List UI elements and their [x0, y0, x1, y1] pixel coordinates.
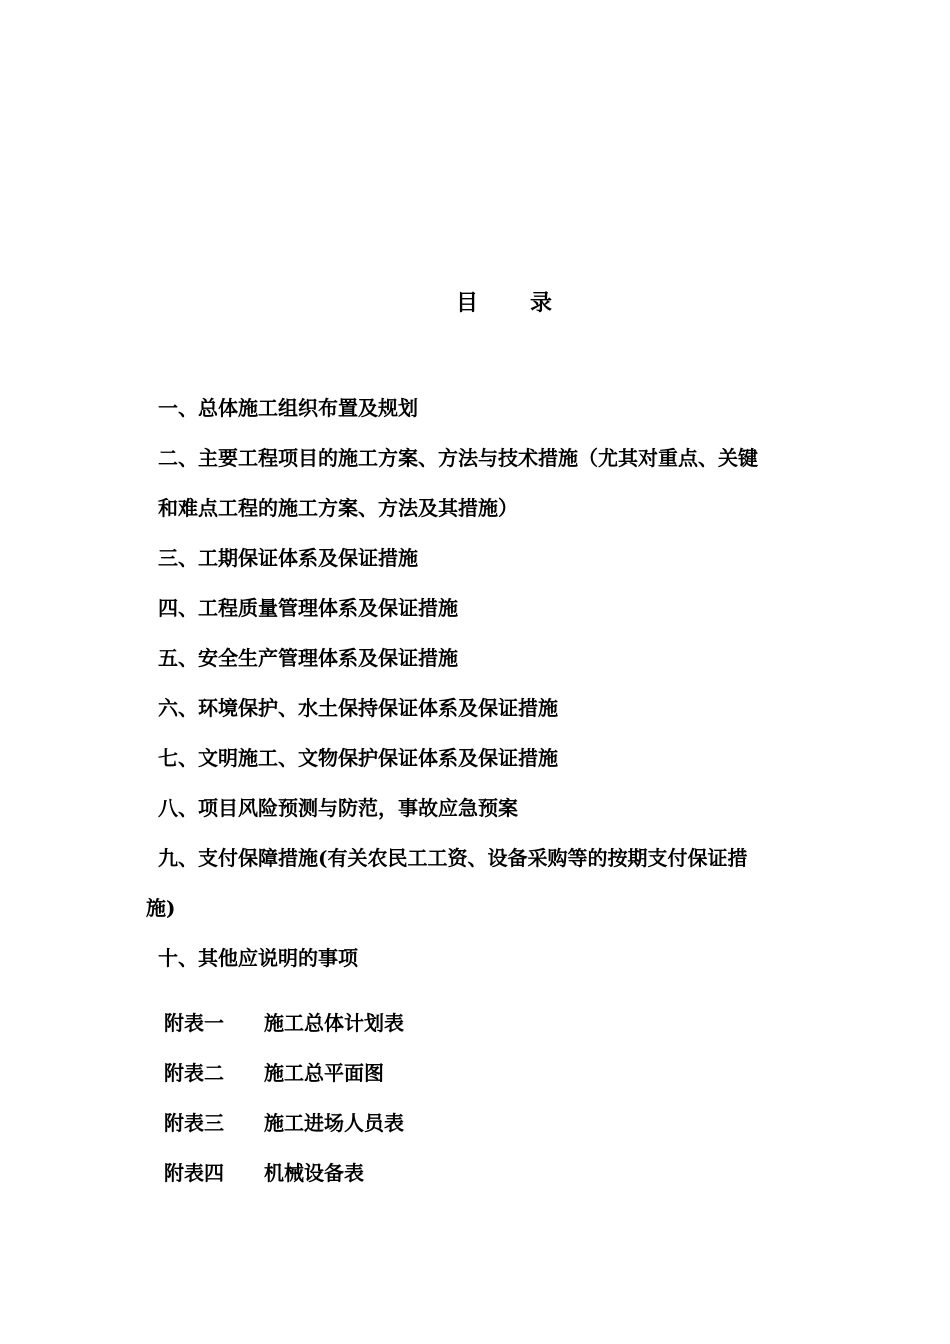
- title-char-left: 目: [455, 290, 480, 316]
- annex-item-1: [164, 998, 404, 1048]
- toc-item-8: 八、项目风险预测与防范，事故应急预案: [158, 796, 518, 820]
- annex-label: 附表四: [164, 1161, 224, 1185]
- toc-item-1: 一、总体施工组织布置及规划: [158, 396, 418, 420]
- annex-title: 施工总平面图: [264, 1061, 384, 1085]
- toc-item-9-line-2: 施): [146, 896, 176, 920]
- toc-item-10: 十、其他应说明的事项: [158, 946, 358, 970]
- annex-title: 施工总体计划表: [264, 1011, 404, 1035]
- toc-item-2: [158, 433, 848, 533]
- annex-title: 施工进场人员表: [264, 1111, 404, 1135]
- annex-list: [164, 998, 404, 1198]
- table-of-contents: [146, 383, 848, 983]
- toc-item-7: 七、文明施工、文物保护保证体系及保证措施: [158, 746, 558, 770]
- annex-label: 附表二: [164, 1061, 224, 1085]
- page-title: [0, 286, 950, 317]
- annex-label: 附表一: [164, 1011, 224, 1035]
- title-char-right: 录: [530, 290, 555, 316]
- toc-item-2-line-2: 和难点工程的施工方案、方法及其措施）: [158, 496, 518, 520]
- annex-item-2: [164, 1048, 404, 1098]
- toc-item-4: 四、工程质量管理体系及保证措施: [158, 596, 458, 620]
- annex-item-3: [164, 1098, 404, 1148]
- annex-item-4: [164, 1148, 404, 1198]
- toc-item-2-line-1: 二、主要工程项目的施工方案、方法与技术措施（尤其对重点、关键: [158, 446, 758, 470]
- toc-item-9-line-1: 九、支付保障措施(有关农民工工资、设备采购等的按期支付保证措: [158, 846, 748, 870]
- toc-item-3: 三、工期保证体系及保证措施: [158, 546, 418, 570]
- annex-label: 附表三: [164, 1111, 224, 1135]
- toc-item-9: [146, 833, 848, 933]
- annex-title: 机械设备表: [264, 1161, 364, 1185]
- toc-item-6: 六、环境保护、水土保持保证体系及保证措施: [158, 696, 558, 720]
- toc-item-5: 五、安全生产管理体系及保证措施: [158, 646, 458, 670]
